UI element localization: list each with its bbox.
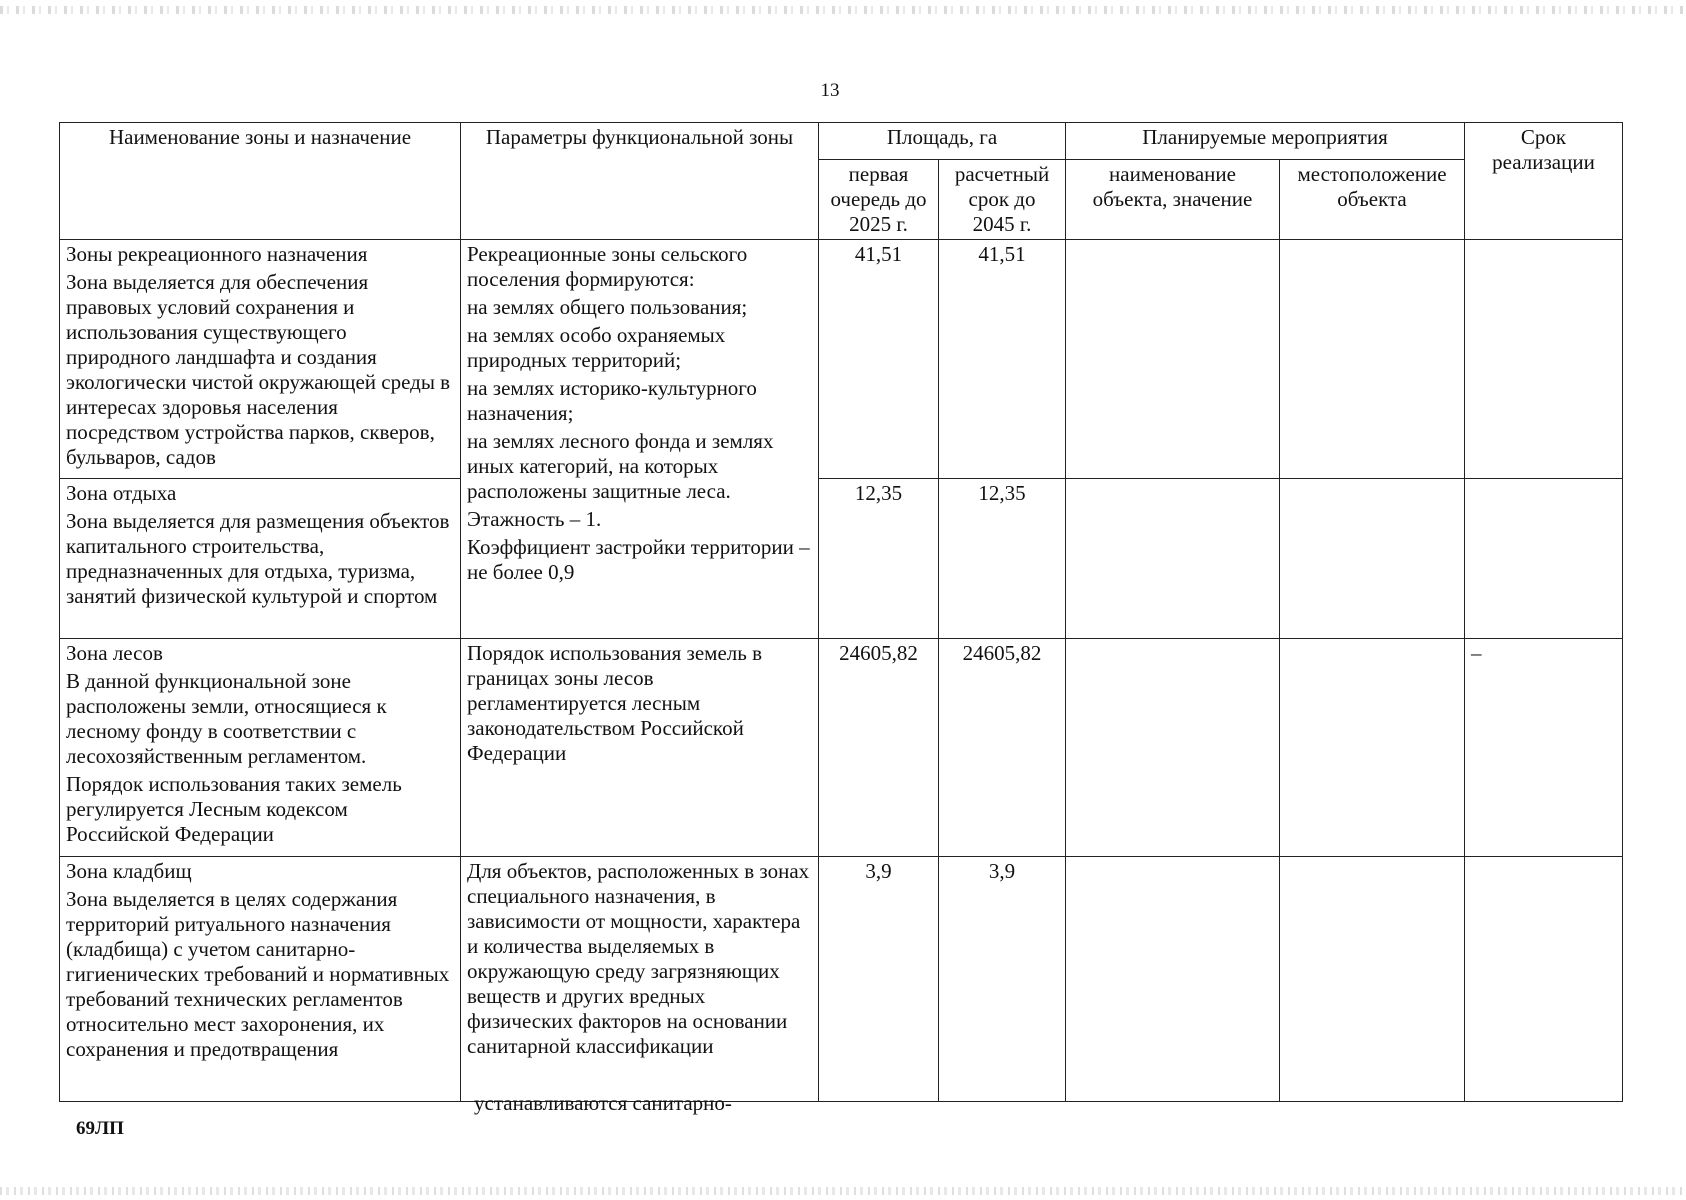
planned-location-cell xyxy=(1280,638,1465,857)
table-row xyxy=(60,240,1623,479)
params-cell: Порядок использования земель в границах зоны лесов регламентируется лесным законодательством Российской Федерации xyxy=(461,638,819,857)
scan-edge-top xyxy=(0,6,1686,14)
zone-cell xyxy=(60,638,461,857)
header-area-first: первая очередь до 2025 г. xyxy=(819,160,939,240)
zone-title: Зона отдыха xyxy=(66,480,177,505)
zone-description: Зона выделяется для обеспечения правовых условий сохранения и использования существующего природного ландшафта и создания экологически чистой окружающей среды в интересах здоровья населения посредством устройства парков, скверов, бульваров, садов xyxy=(66,270,451,469)
term-cell: – xyxy=(1465,638,1623,857)
header-term: Срок реализации xyxy=(1465,123,1623,240)
params-text: Для объектов, расположенных в зонах специального назначения, в зависимости от мощности, характера и количества выделяемых в окружающую среду загрязняющих веществ и других вредных физических факторов на основании санитарной классификации xyxy=(467,859,810,1059)
zone-cell xyxy=(60,857,461,1102)
table-header-row xyxy=(60,123,1623,160)
zone-description-extra: Порядок использования таких земель регулируется Лесным кодексом Российской Федерации xyxy=(66,771,402,846)
header-area-calc: расчетный срок до 2045 г. xyxy=(939,160,1066,240)
zone-description: Зона выделяется в целях содержания территорий ритуального назначения (кладбища) с учетом санитарно-гигиенических требований и нормативных требований технических регламентов относительно мест захоронения, их сохранения и предотвращения xyxy=(66,887,450,1062)
scan-edge-bottom xyxy=(0,1187,1686,1195)
planned-name-cell xyxy=(1066,638,1280,857)
area-calc-cell: 3,9 xyxy=(939,857,1066,1102)
table-row xyxy=(60,857,1623,1102)
table-row xyxy=(60,638,1623,857)
header-area: Площадь, га xyxy=(819,123,1066,160)
header-zone-name: Наименование зоны и назначение xyxy=(60,123,461,240)
area-first-cell: 3,9 xyxy=(819,857,939,1102)
planned-name-cell xyxy=(1066,857,1280,1102)
param-line: Рекреационные зоны сельского поселения формируются: xyxy=(467,242,748,291)
header-planned-name: наименование объекта, значение xyxy=(1066,160,1280,240)
area-first-cell: 41,51 xyxy=(819,240,939,479)
planned-location-cell xyxy=(1280,478,1465,638)
functional-zones-table xyxy=(59,122,1623,1102)
zone-description: В данной функциональной зоне расположены земли, относящиеся к лесному фонду в соответствии с лесохозяйственным регламентом. xyxy=(66,668,387,768)
param-line: на землях лесного фонда и землях иных категорий, на которых расположены защитные леса. xyxy=(467,429,774,503)
param-line: на землях общего пользования; xyxy=(467,295,748,319)
term-cell xyxy=(1465,857,1623,1102)
param-line: Этажность – 1. xyxy=(467,507,602,531)
page-number: 13 xyxy=(820,80,840,101)
param-line: на землях историко-культурного назначения; xyxy=(467,376,757,425)
term-cell xyxy=(1465,478,1623,638)
planned-name-cell xyxy=(1066,240,1280,479)
area-calc-cell: 12,35 xyxy=(939,478,1066,638)
zone-title: Зона кладбищ xyxy=(66,859,192,884)
header-params: Параметры функциональной зоны xyxy=(461,123,819,240)
zone-description: Зона выделяется для размещения объектов капитального строительства, предназначенных для отдыха, туризма, занятий физической культурой и спортом xyxy=(66,508,450,608)
area-calc-cell: 24605,82 xyxy=(939,638,1066,857)
zone-title: Зоны рекреационного назначения xyxy=(66,242,368,266)
header-planned: Планируемые мероприятия xyxy=(1066,123,1465,160)
planned-name-cell xyxy=(1066,478,1280,638)
area-calc-cell: 41,51 xyxy=(939,240,1066,479)
params-overflow-text: устанавливаются санитарно- xyxy=(474,1091,732,1115)
zone-title: Зона лесов xyxy=(66,640,163,665)
term-cell xyxy=(1465,240,1623,479)
area-first-cell: 24605,82 xyxy=(819,638,939,857)
table-row xyxy=(60,478,1623,638)
zone-cell xyxy=(60,478,461,638)
params-cell xyxy=(461,857,819,1102)
params-cell xyxy=(461,240,819,639)
area-first-cell: 12,35 xyxy=(819,478,939,638)
param-line: на землях особо охраняемых природных территорий; xyxy=(467,323,726,372)
param-line: Коэффициент застройки территории – не более 0,9 xyxy=(467,535,810,584)
zone-cell xyxy=(60,240,461,479)
planned-location-cell xyxy=(1280,240,1465,479)
header-planned-location: местоположение объекта xyxy=(1280,160,1465,240)
footer-code: 69ЛП xyxy=(76,1118,124,1139)
planned-location-cell xyxy=(1280,857,1465,1102)
